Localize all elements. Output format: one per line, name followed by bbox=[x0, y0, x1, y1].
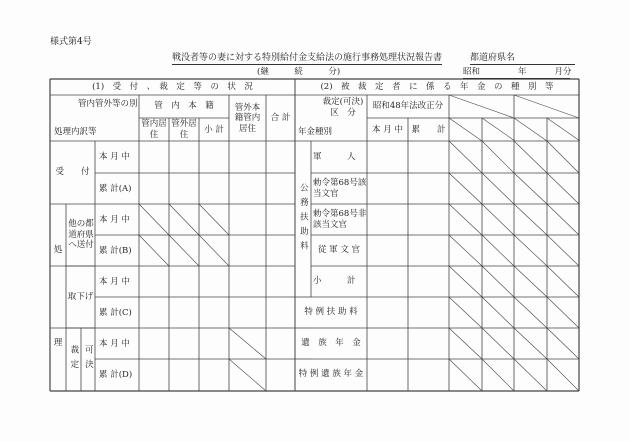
diagonal-line bbox=[199, 235, 229, 266]
sofu-cum-b: 累 計(B) bbox=[99, 246, 132, 256]
diagonal-line bbox=[449, 235, 482, 266]
row-tokurei-izoku-nenkin: 特 例 遺 族 年 金 bbox=[298, 369, 364, 380]
col-shokei: 小 計 bbox=[204, 124, 224, 135]
section2-heading: (2) 被 裁 定 者 に 係 る 年 金 の 種 別 等 bbox=[320, 81, 554, 92]
diagonal-line bbox=[482, 204, 514, 235]
row-izoku-nenkin: 遺 族 年 金 bbox=[301, 338, 361, 349]
diagonal-line bbox=[449, 266, 482, 297]
diagonal-line bbox=[547, 173, 579, 204]
diagonal-line bbox=[514, 359, 547, 391]
col-s48-this-month: 本 月 中 bbox=[372, 124, 403, 135]
torisage-this-month: 本 月 中 bbox=[99, 277, 130, 287]
col-kannai: 管内居住 bbox=[141, 119, 167, 140]
diagonal-line bbox=[482, 359, 514, 391]
sofu-this-month: 本 月 中 bbox=[99, 215, 130, 225]
col-s48: 昭和48年法改正分 bbox=[372, 101, 444, 112]
diagonal-line bbox=[449, 141, 482, 173]
diagonal-line bbox=[449, 173, 482, 204]
row-jugun-bunkan: 従 軍 文 官 bbox=[317, 245, 361, 256]
row-chokurei68-higaito: 勅令第68号非該当文官 bbox=[313, 208, 367, 230]
diagonal-line bbox=[547, 235, 579, 266]
diagonal-line bbox=[449, 359, 482, 391]
diagonal-line bbox=[482, 297, 514, 328]
row-gunjin: 軍 人 bbox=[313, 151, 356, 162]
diagonal-line bbox=[514, 204, 547, 235]
diagonal-line bbox=[514, 266, 547, 297]
diagonal-line bbox=[482, 118, 515, 141]
row-chokurei68-gaito: 勅令第68号該当文官 bbox=[313, 177, 367, 199]
uketsuke-this-month: 本 月 中 bbox=[99, 152, 130, 162]
diagonal-line bbox=[229, 359, 266, 391]
diagonal-line bbox=[482, 141, 514, 173]
month: 月分 bbox=[554, 67, 572, 77]
row-shokei: 小 計 bbox=[313, 276, 356, 287]
form-number: 様式第4号 bbox=[50, 37, 92, 47]
s2-corner-bottom: 年金種別 bbox=[298, 127, 333, 137]
diagonal-line bbox=[547, 204, 579, 235]
diagonal-line bbox=[547, 118, 580, 141]
diagonal-line bbox=[482, 235, 514, 266]
saitei-this-month: 本 月 中 bbox=[99, 339, 130, 349]
diagonal-line bbox=[547, 328, 579, 359]
col-honseki: 管 内 本 籍 bbox=[154, 101, 214, 112]
row-shori-2: 理 bbox=[53, 337, 63, 348]
diagonal-line bbox=[229, 328, 266, 359]
period-field[interactable] bbox=[463, 68, 570, 79]
col-kangai-honseki: 管外本籍管内居住 bbox=[234, 102, 261, 134]
row-sofu: 他の都道府県へ送付 bbox=[68, 219, 94, 251]
corner-bottom-label: 処理内訳等 bbox=[54, 127, 97, 137]
row-kaketsu: 可決 bbox=[83, 344, 94, 374]
diagonal-line bbox=[514, 173, 547, 204]
diagonal-line bbox=[199, 204, 229, 235]
diagonal-line bbox=[482, 328, 514, 359]
diagonal-line bbox=[514, 328, 547, 359]
diagonal-line bbox=[139, 204, 169, 235]
diagonal-line bbox=[449, 204, 482, 235]
corner-top-label: 管内管外等の別 bbox=[78, 99, 138, 109]
row-saitei: 裁定 bbox=[68, 344, 79, 374]
row-uketsuke: 受 付 bbox=[55, 167, 90, 178]
diagonal-line bbox=[169, 204, 199, 235]
diagonal-line bbox=[547, 141, 579, 173]
col-kangai: 管外居住 bbox=[171, 119, 197, 140]
torisage-cum-c: 累 計(C) bbox=[99, 308, 132, 318]
diagonal-line bbox=[449, 328, 482, 359]
row-torisage: 取下げ bbox=[67, 291, 94, 302]
diagonal-line bbox=[169, 235, 199, 266]
diagonal-line bbox=[449, 95, 514, 118]
diagonal-line bbox=[482, 266, 514, 297]
diagonal-line bbox=[547, 359, 579, 391]
diagonal-line bbox=[449, 118, 482, 141]
col-total: 合 計 bbox=[270, 113, 291, 124]
diagonal-line bbox=[514, 141, 547, 173]
diagonal-line bbox=[547, 266, 579, 297]
diagonal-line bbox=[547, 297, 579, 328]
row-shori-1: 処 bbox=[53, 244, 63, 255]
group-komu-fujoryo: 公務扶助料 bbox=[298, 182, 309, 256]
section1-heading: (1) 受 付 、 裁 定 等 の 状 況 bbox=[92, 81, 253, 92]
saitei-cum-d: 累 計(D) bbox=[99, 370, 133, 380]
diagonal-line bbox=[514, 118, 547, 141]
form-title: 戦没者等の妻に対する特別給付金支給法の施行事務処理状況報告書 bbox=[172, 53, 443, 63]
prefecture-field[interactable]: 都道府県名 bbox=[470, 54, 575, 65]
diagonal-line bbox=[514, 235, 547, 266]
diagonal-line bbox=[514, 95, 579, 118]
year: 年 bbox=[518, 67, 527, 77]
diagonal-line bbox=[482, 173, 514, 204]
continued-label: (継 続 分) bbox=[257, 67, 341, 77]
diagonal-line bbox=[449, 297, 482, 328]
col-s48-cum: 累 計 bbox=[411, 124, 446, 135]
diagonal-line bbox=[514, 297, 547, 328]
uketsuke-cum-a: 累 計(A) bbox=[99, 184, 132, 194]
row-tokurei-fujoryo: 特 例 扶 助 料 bbox=[304, 307, 358, 318]
s2-corner-top: 裁定(可決)区 分 bbox=[322, 97, 364, 118]
diagonal-line bbox=[139, 235, 169, 266]
era: 昭和 bbox=[463, 67, 481, 77]
